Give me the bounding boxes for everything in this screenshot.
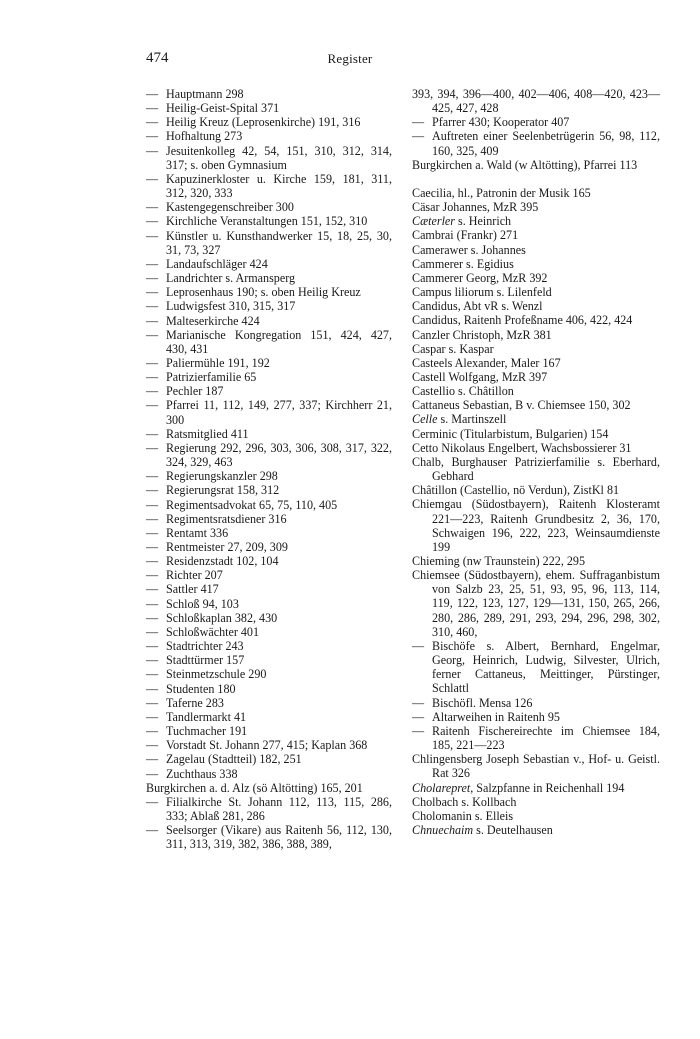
entry-text: Residenzstadt 102, 104 bbox=[166, 554, 279, 569]
subentry-dash: — bbox=[412, 129, 425, 144]
index-entry bbox=[146, 781, 392, 795]
subentry-dash: — bbox=[146, 653, 159, 668]
index-subentry bbox=[146, 611, 392, 625]
index-entry bbox=[412, 342, 660, 356]
index-entry bbox=[412, 285, 660, 299]
subentry-dash: — bbox=[146, 596, 159, 611]
entry-headword-italic: Cæterler bbox=[412, 214, 456, 229]
index-subentry bbox=[146, 115, 392, 129]
entry-text: Cammerer s. Egidius bbox=[412, 256, 514, 271]
entry-text: Cäsar Johannes, MzR 395 bbox=[412, 200, 539, 215]
entry-text: Marianische Kongregation 151, 424, 427, 430, 431 bbox=[166, 327, 392, 356]
index-subentry bbox=[146, 526, 392, 540]
index-subentry bbox=[146, 200, 392, 214]
entry-text: Chalb, Burghauser Patrizierfamilie s. Eberhard, Gebhard bbox=[412, 454, 660, 484]
subentry-dash: — bbox=[146, 285, 159, 300]
subentry-dash: — bbox=[146, 129, 159, 144]
entry-text: Canzler Christoph, MzR 381 bbox=[412, 327, 552, 342]
subentry-dash: — bbox=[146, 327, 159, 342]
entry-text: , Salzpfanne in Reichenhall 194 bbox=[470, 780, 625, 795]
entry-headword-italic: Celle bbox=[412, 412, 438, 427]
subentry-dash: — bbox=[146, 440, 159, 455]
entry-text: Chiemgau (Südostbayern), Raitenh Klosteramt 221—223, Raitenh Grundbesitz 2, 36, 170, Schwaigen 196, 222, 223, Weinsaumdienste 199 bbox=[412, 497, 660, 554]
index-subentry bbox=[146, 653, 392, 667]
index-entry bbox=[412, 412, 660, 426]
subentry-dash: — bbox=[146, 469, 159, 484]
index-entry bbox=[412, 356, 660, 370]
index-entry bbox=[412, 568, 660, 639]
index-entry bbox=[412, 228, 660, 242]
entry-text: Paliermühle 191, 192 bbox=[166, 355, 270, 370]
index-subentry bbox=[146, 554, 392, 568]
entry-text: Seelsorger (Vikare) aus Raitenh 56, 112, 130, 311, 313, 319, 382, 386, 388, 389, bbox=[166, 823, 392, 852]
entry-headword-italic: Cholarepret bbox=[412, 780, 471, 795]
entry-text: Zuchthaus 338 bbox=[166, 766, 238, 781]
entry-text: Auftreten einer Seelenbetrügerin 56, 98, 112, 160, 325, 409 bbox=[432, 129, 660, 158]
subentry-dash: — bbox=[146, 171, 159, 186]
entry-text: Chlingensberg Joseph Sebastian v., Hof- u. Geistl. Rat 326 bbox=[412, 752, 660, 781]
subentry-dash: — bbox=[146, 299, 159, 314]
index-subentry bbox=[146, 172, 392, 200]
index-subentry bbox=[146, 314, 392, 328]
index-subentry bbox=[146, 441, 392, 469]
entry-text: Regierung 292, 296, 303, 306, 308, 317, 322, 324, 329, 463 bbox=[166, 440, 392, 470]
index-entry bbox=[412, 823, 660, 837]
subentry-dash: — bbox=[412, 115, 425, 130]
subentry-dash: — bbox=[146, 355, 159, 370]
index-subentry bbox=[146, 384, 392, 398]
entry-text: Chiemsee (Südostbayern), ehem. Suffraganbistum von Salzb 23, 25, 51, 93, 95, 96, 113, 114, 119, 122, 123, 127, 129—131, 150, 265, 266, 280, 286, 289, 291, 293, 294, 296, 298, 302, 310, 460, bbox=[412, 568, 660, 639]
index-subentry bbox=[146, 356, 392, 370]
entry-text: Schloß 94, 103 bbox=[166, 596, 239, 611]
entry-text: Hauptmann 298 bbox=[166, 87, 244, 101]
index-subentry bbox=[146, 582, 392, 596]
entry-text: Schloßwächter 401 bbox=[166, 624, 260, 639]
index-column-right bbox=[412, 87, 660, 837]
entry-text: Cetto Nikolaus Engelbert, Wachsbossierer 31 bbox=[412, 440, 632, 455]
subentry-dash: — bbox=[146, 511, 159, 526]
entry-text: Pfarrei 11, 112, 149, 277, 337; Kirchherr 21, 300 bbox=[166, 398, 392, 427]
subentry-dash: — bbox=[412, 695, 425, 710]
index-entry bbox=[412, 243, 660, 257]
entry-text: Bischöfl. Mensa 126 bbox=[432, 695, 533, 710]
index-entry bbox=[412, 214, 660, 228]
subentry-dash: — bbox=[146, 639, 159, 654]
index-subentry bbox=[146, 597, 392, 611]
index-subentry bbox=[146, 738, 392, 752]
index-entry bbox=[412, 497, 660, 554]
index-entry bbox=[412, 752, 660, 780]
index-subentry bbox=[146, 696, 392, 710]
entry-text: Candidus, Raitenh Profeßname 406, 422, 424 bbox=[412, 313, 633, 328]
entry-text: Caspar s. Kaspar bbox=[412, 341, 494, 356]
subentry-dash: — bbox=[146, 398, 159, 413]
subentry-dash: — bbox=[146, 313, 159, 328]
subentry-dash: — bbox=[146, 101, 159, 116]
index-subentry bbox=[146, 129, 392, 143]
subentry-dash: — bbox=[412, 709, 425, 724]
entry-text: Filialkirche St. Johann 112, 113, 115, 286, 333; Ablaß 281, 286 bbox=[166, 794, 392, 823]
entry-text: Jesuitenkolleg 42, 54, 151, 310, 312, 314, 317; s. oben Gymnasium bbox=[166, 143, 392, 172]
index-subentry bbox=[146, 639, 392, 653]
subentry-dash: — bbox=[146, 115, 159, 130]
entry-text: Burgkirchen a. d. Alz (sö Altötting) 165, 201 bbox=[146, 780, 363, 795]
index-subentry bbox=[146, 285, 392, 299]
index-entry bbox=[412, 158, 660, 172]
index-subentry bbox=[146, 795, 392, 823]
entry-text: Zagelau (Stadtteil) 182, 251 bbox=[166, 752, 302, 767]
entry-text: Candidus, Abt vR s. Wenzl bbox=[412, 299, 543, 314]
index-entry bbox=[412, 455, 660, 483]
entry-text: Cholomanin s. Elleis bbox=[412, 808, 514, 823]
entry-text: Raitenh Fischereirechte im Chiemsee 184, 185, 221—223 bbox=[432, 723, 660, 753]
subentry-dash: — bbox=[146, 568, 159, 583]
entry-text: Pechler 187 bbox=[166, 384, 224, 399]
index-entry bbox=[412, 370, 660, 384]
index-subentry bbox=[146, 483, 392, 497]
index-entry bbox=[412, 200, 660, 214]
entry-text: Tandlermarkt 41 bbox=[166, 709, 247, 724]
subentry-dash: — bbox=[146, 554, 159, 569]
subentry-dash: — bbox=[146, 228, 159, 243]
index-subentry bbox=[146, 568, 392, 582]
subentry-dash: — bbox=[412, 723, 425, 738]
entry-text: s. Heinrich bbox=[455, 214, 512, 229]
index-subentry bbox=[146, 682, 392, 696]
entry-text: Richter 207 bbox=[166, 568, 223, 583]
index-subentry bbox=[146, 214, 392, 228]
entry-text: Regimentsadvokat 65, 75, 110, 405 bbox=[166, 497, 338, 512]
subentry-dash: — bbox=[146, 497, 159, 512]
entry-text: Schloßkaplan 382, 430 bbox=[166, 610, 278, 625]
index-entry bbox=[412, 87, 660, 115]
entry-text: Ludwigsfest 310, 315, 317 bbox=[166, 299, 296, 314]
subentry-dash: — bbox=[146, 752, 159, 767]
index-entry bbox=[412, 271, 660, 285]
subentry-dash: — bbox=[412, 638, 425, 653]
index-subentry bbox=[146, 370, 392, 384]
entry-text: Sattler 417 bbox=[166, 582, 219, 597]
subentry-dash: — bbox=[146, 624, 159, 639]
entry-text: Cholbach s. Kollbach bbox=[412, 794, 517, 809]
subentry-dash: — bbox=[146, 610, 159, 625]
subentry-dash: — bbox=[146, 681, 159, 696]
index-subentry bbox=[146, 398, 392, 426]
entry-text: Patrizierfamilie 65 bbox=[166, 370, 257, 385]
entry-text: Kirchliche Veranstaltungen 151, 152, 310 bbox=[166, 214, 368, 229]
entry-text: Steinmetzschule 290 bbox=[166, 667, 267, 682]
entry-text: Cambrai (Frankr) 271 bbox=[412, 228, 519, 243]
index-entry bbox=[412, 313, 660, 327]
index-subentry bbox=[146, 724, 392, 738]
entry-text: Ratsmitglied 411 bbox=[166, 426, 249, 441]
index-subentry bbox=[146, 144, 392, 172]
subentry-dash: — bbox=[146, 370, 159, 385]
index-subentry bbox=[146, 427, 392, 441]
subentry-dash: — bbox=[146, 271, 159, 286]
index-entry bbox=[412, 186, 660, 200]
entry-text: Vorstadt St. Johann 277, 415; Kaplan 368 bbox=[166, 738, 368, 753]
entry-text: s. Deutelhausen bbox=[473, 822, 553, 837]
index-entry bbox=[412, 384, 660, 398]
entry-text: Pfarrer 430; Kooperator 407 bbox=[432, 115, 570, 130]
entry-text: Malteserkirche 424 bbox=[166, 313, 260, 328]
section-gap bbox=[412, 172, 660, 186]
entry-text: Hofhaltung 273 bbox=[166, 129, 243, 144]
index-entry bbox=[412, 328, 660, 342]
index-entry bbox=[412, 299, 660, 313]
index-subentry bbox=[146, 229, 392, 257]
subentry-dash: — bbox=[146, 667, 159, 682]
entry-text: Casteels Alexander, Maler 167 bbox=[412, 355, 561, 370]
entry-text: Regimentsratsdiener 316 bbox=[166, 511, 287, 526]
index-subentry bbox=[146, 299, 392, 313]
index-entry bbox=[412, 257, 660, 271]
index-subentry bbox=[146, 625, 392, 639]
entry-text: Bischöfe s. Albert, Bernhard, Engelmar, Georg, Heinrich, Ludwig, Silvester, Ulrich, ferner Cattaneus, Meittinger, Pürstinger, Schlattl bbox=[432, 638, 660, 696]
entry-text: Campus liliorum s. Lilenfeld bbox=[412, 285, 552, 300]
subentry-dash: — bbox=[146, 766, 159, 781]
entry-text: Tuchmacher 191 bbox=[166, 724, 248, 739]
running-head: Register bbox=[327, 51, 373, 66]
entry-text: Châtillon (Castellio, nö Verdun), ZistKl 81 bbox=[412, 483, 620, 498]
index-subentry bbox=[146, 87, 392, 101]
subentry-dash: — bbox=[146, 738, 159, 753]
subentry-dash: — bbox=[146, 695, 159, 710]
subentry-dash: — bbox=[146, 214, 159, 229]
index-entry bbox=[412, 398, 660, 412]
index-column-left bbox=[146, 87, 392, 851]
subentry-dash: — bbox=[146, 256, 159, 271]
entry-text: Heilig-Geist-Spital 371 bbox=[166, 101, 280, 116]
index-subentry bbox=[146, 823, 392, 851]
index-subentry bbox=[146, 710, 392, 724]
index-subentry bbox=[412, 639, 660, 696]
index-subentry bbox=[146, 752, 392, 766]
index-entry bbox=[412, 809, 660, 823]
entry-text: 393, 394, 396—400, 402—406, 408—420, 423—425, 427, 428 bbox=[412, 87, 660, 116]
entry-text: Camerawer s. Johannes bbox=[412, 242, 526, 257]
entry-text: Leprosenhaus 190; s. oben Heilig Kreuz bbox=[166, 285, 361, 300]
entry-text: Rentmeister 27, 209, 309 bbox=[166, 540, 288, 554]
index-subentry bbox=[146, 767, 392, 781]
entry-text: Landrichter s. Armansperg bbox=[166, 271, 296, 286]
index-subentry bbox=[146, 271, 392, 285]
entry-text: Studenten 180 bbox=[166, 681, 236, 696]
index-entry bbox=[412, 781, 660, 795]
subentry-dash: — bbox=[146, 709, 159, 724]
index-subentry bbox=[146, 540, 392, 554]
index-entry bbox=[412, 483, 660, 497]
index-subentry bbox=[412, 696, 660, 710]
index-entry bbox=[412, 441, 660, 455]
index-subentry bbox=[146, 667, 392, 681]
subentry-dash: — bbox=[146, 540, 159, 554]
entry-text: Regierungskanzler 298 bbox=[166, 469, 278, 484]
index-subentry bbox=[146, 469, 392, 483]
entry-text: Künstler u. Kunsthandwerker 15, 18, 25, 30, 31, 73, 327 bbox=[166, 228, 392, 257]
entry-text: Heilig Kreuz (Leprosenkirche) 191, 316 bbox=[166, 115, 361, 130]
subentry-dash: — bbox=[146, 525, 159, 540]
page-number: 474 bbox=[146, 50, 169, 66]
index-subentry bbox=[412, 724, 660, 752]
subentry-dash: — bbox=[146, 483, 159, 498]
entry-text: Cammerer Georg, MzR 392 bbox=[412, 270, 548, 285]
subentry-dash: — bbox=[146, 794, 159, 809]
entry-text: Stadttürmer 157 bbox=[166, 653, 245, 668]
subentry-dash: — bbox=[146, 200, 159, 215]
entry-text: Chieming (nw Traunstein) 222, 295 bbox=[412, 554, 586, 568]
entry-text: Cerminic (Titularbistum, Bulgarien) 154 bbox=[412, 426, 609, 441]
entry-text: Castellio s. Châtillon bbox=[412, 384, 514, 399]
index-subentry bbox=[146, 498, 392, 512]
index-subentry bbox=[146, 328, 392, 356]
entry-text: Regierungsrat 158, 312 bbox=[166, 483, 280, 498]
entry-text: Burgkirchen a. Wald (w Altötting), Pfarrei 113 bbox=[412, 157, 638, 172]
entry-text: Altarweihen in Raitenh 95 bbox=[432, 709, 560, 724]
subentry-dash: — bbox=[146, 724, 159, 739]
entry-text: Cattaneus Sebastian, B v. Chiemsee 150, 302 bbox=[412, 398, 631, 413]
index-entry bbox=[412, 795, 660, 809]
entry-headword-italic: Chnuechaim bbox=[412, 822, 474, 837]
entry-text: Stadtrichter 243 bbox=[166, 639, 244, 654]
subentry-dash: — bbox=[146, 87, 159, 101]
entry-text: Caecilia, hl., Patronin der Musik 165 bbox=[412, 185, 591, 200]
index-subentry bbox=[412, 129, 660, 157]
subentry-dash: — bbox=[146, 582, 159, 597]
entry-text: Taferne 283 bbox=[166, 695, 224, 710]
index-subentry bbox=[146, 257, 392, 271]
entry-text: Castell Wolfgang, MzR 397 bbox=[412, 369, 548, 384]
entry-text: Rentamt 336 bbox=[166, 525, 229, 540]
index-subentry bbox=[412, 115, 660, 129]
subentry-dash: — bbox=[146, 823, 159, 838]
subentry-dash: — bbox=[146, 384, 159, 399]
entry-text: Kapuzinerkloster u. Kirche 159, 181, 311, 312, 320, 333 bbox=[166, 171, 392, 201]
index-entry bbox=[412, 427, 660, 441]
entry-text: Landaufschläger 424 bbox=[166, 256, 268, 271]
subentry-dash: — bbox=[146, 426, 159, 441]
index-subentry bbox=[146, 512, 392, 526]
index-entry bbox=[412, 554, 660, 568]
subentry-dash: — bbox=[146, 143, 159, 158]
index-subentry bbox=[146, 101, 392, 115]
entry-text: Kastengegenschreiber 300 bbox=[166, 200, 294, 215]
index-subentry bbox=[412, 710, 660, 724]
entry-text: s. Martinszell bbox=[437, 412, 507, 427]
